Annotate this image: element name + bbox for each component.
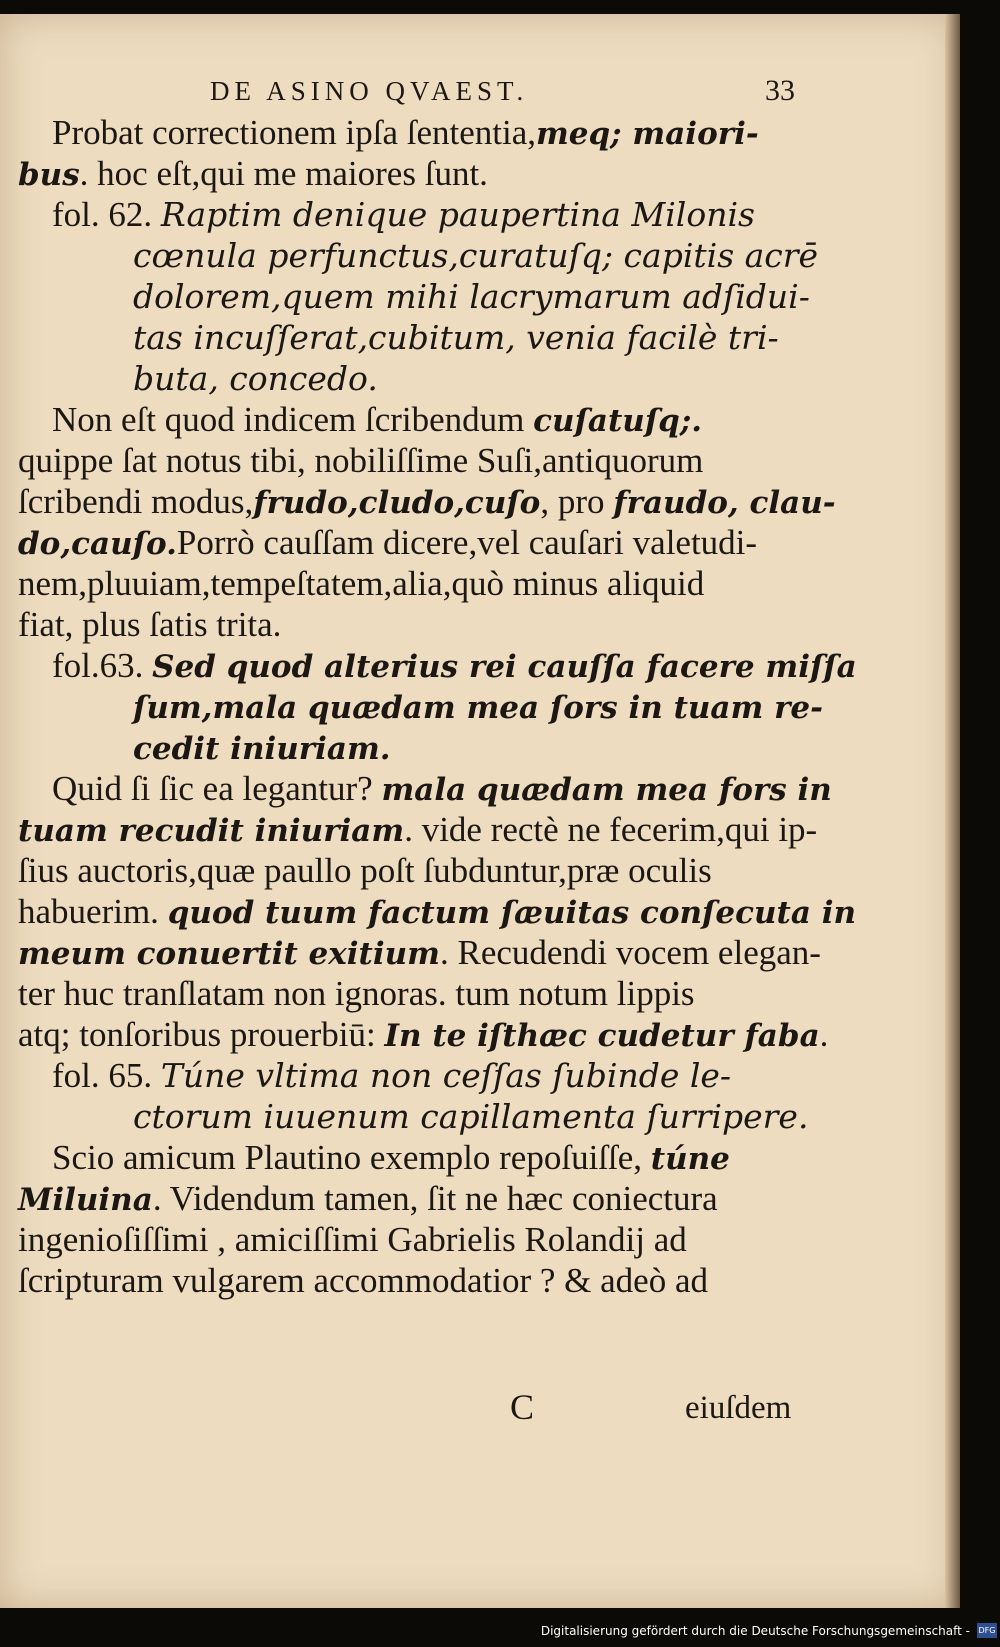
catchword: eiuſdem [685,1390,792,1426]
text-segment: Scio amicum Plautino exemplo repoſuiſſe, [52,1138,651,1177]
page-number: 33 [765,74,795,107]
text-line [18,481,836,522]
italic-segment: Túne vltima non ceſſas ſubinde le- [160,1056,732,1095]
italic-segment: bus [18,157,80,193]
text-segment: Non eſt quod indicem ſcribendum [52,400,534,439]
text-segment: habuerim. [18,892,168,931]
text-line [18,440,808,481]
text-line [18,1096,808,1137]
dfg-logo: DFG [977,1623,997,1638]
text-line [18,235,819,276]
text-line [18,727,808,768]
text-line [18,1260,808,1301]
italic-segment: quod tuum factum ſæuitas conſecuta in [167,895,857,931]
text-segment: fol. 62. [52,195,161,234]
text-line [18,1137,808,1178]
text-segment: atq; tonſoribus prouerbiū: [18,1015,385,1054]
text-segment: . [819,1015,829,1054]
text-segment: Quid ſi ſic ea legantur? [52,769,382,808]
text-segment: fol. 65. [52,1056,161,1095]
text-segment: nem,pluuiam,tempeſtatem,alia,quò minus aliquid [18,564,705,603]
text-line [18,399,808,440]
italic-segment: ctorum iuuenum capillamenta ſurripere. [133,1097,809,1136]
text-line [18,809,818,850]
italic-segment: meum conuertit exitium [18,936,440,972]
text-line [18,112,808,153]
italic-segment: fraudo, clau- [613,485,836,521]
body-text [18,112,857,1301]
text-line [18,891,857,932]
italic-segment: meq; maiori- [535,116,759,152]
page-edge-shadow [945,14,960,1608]
book-page [0,14,958,1608]
italic-segment: tas incuſſerat,cubitum, venia facilè tri- [133,318,779,357]
text-line [18,1219,808,1260]
italic-segment: Miluina [18,1182,153,1218]
text-line [18,317,808,358]
text-line [18,153,808,194]
italic-segment: dolorem,quem mihi lacrymarum adſidui- [133,277,810,316]
text-segment: . Videndum tamen, ſit ne hæc coniectura [152,1179,718,1218]
text-line [18,1178,808,1219]
text-line [18,973,808,1014]
italic-segment: frudo,cludo,cuſo [253,485,541,521]
text-line [18,522,808,563]
running-head: DE ASINO QVAEST. [210,76,529,106]
italic-segment: Raptim denique paupertina Milonis [160,195,755,234]
italic-segment: buta, concedo. [133,359,378,398]
text-segment: . Recudendi vocem elegan- [439,933,821,972]
signature-mark: C [510,1387,535,1427]
italic-segment: do,cauſo. [18,526,177,562]
text-segment: . hoc eſt,qui me maiores ſunt. [79,154,488,193]
funding-notice: Digitalisierung gefördert durch die Deutsche Forschungsgemeinschaft - [540,1624,970,1638]
text-segment: Porrò cauſſam dicere,vel cauſari valetudi- [176,523,758,562]
text-segment: ſcribendi modus, [18,482,254,521]
text-segment: fol.63. [52,646,153,685]
text-line [18,563,808,604]
text-line [18,645,857,686]
text-segment: ſius auctoris,quæ paullo poſt ſubduntur,præ oculis [18,851,712,890]
text-line [18,768,832,809]
text-segment: , pro [540,482,614,521]
text-line [18,358,808,399]
text-line [18,850,808,891]
italic-segment: tuam recudit iniuriam [18,813,405,849]
italic-segment: cuſatuſq;. [533,403,703,439]
text-line [18,276,808,317]
text-line [18,686,824,727]
text-segment: fiat, plus ſatis trita. [18,605,282,644]
text-segment: ingenioſiſſimi , amiciſſimi Gabrielis Rolandij ad [18,1220,687,1259]
text-segment: ter huc tranſlatam non ignoras. tum notum lippis [18,974,695,1013]
text-segment: . vide rectè ne fecerim,qui ip- [404,810,818,849]
italic-segment: túne [650,1141,730,1177]
italic-segment: Sed quod alterius rei cauſſa facere miſſa [152,649,857,685]
text-segment: ſcripturam vulgarem accommodatior ? & adeò ad [18,1261,709,1300]
text-line [18,1055,808,1096]
italic-segment: mala quædam mea fors in [381,772,832,808]
italic-segment: cedit iniuriam. [133,731,391,767]
text-line [18,1014,829,1055]
italic-segment: cœnula perfunctus,curatuſq; capitis acrē [133,236,819,275]
italic-segment: ſum,mala quædam mea ſors in tuam re- [133,690,824,726]
text-line [18,194,808,235]
italic-segment: In te iſthæc cudetur faba [384,1018,820,1054]
text-segment: quippe ſat notus tibi, nobiliſſime Suſi,antiquorum [18,441,704,480]
text-segment: Probat correctionem ipſa ſententia, [52,113,536,152]
text-line [18,604,808,645]
text-line [18,932,821,973]
